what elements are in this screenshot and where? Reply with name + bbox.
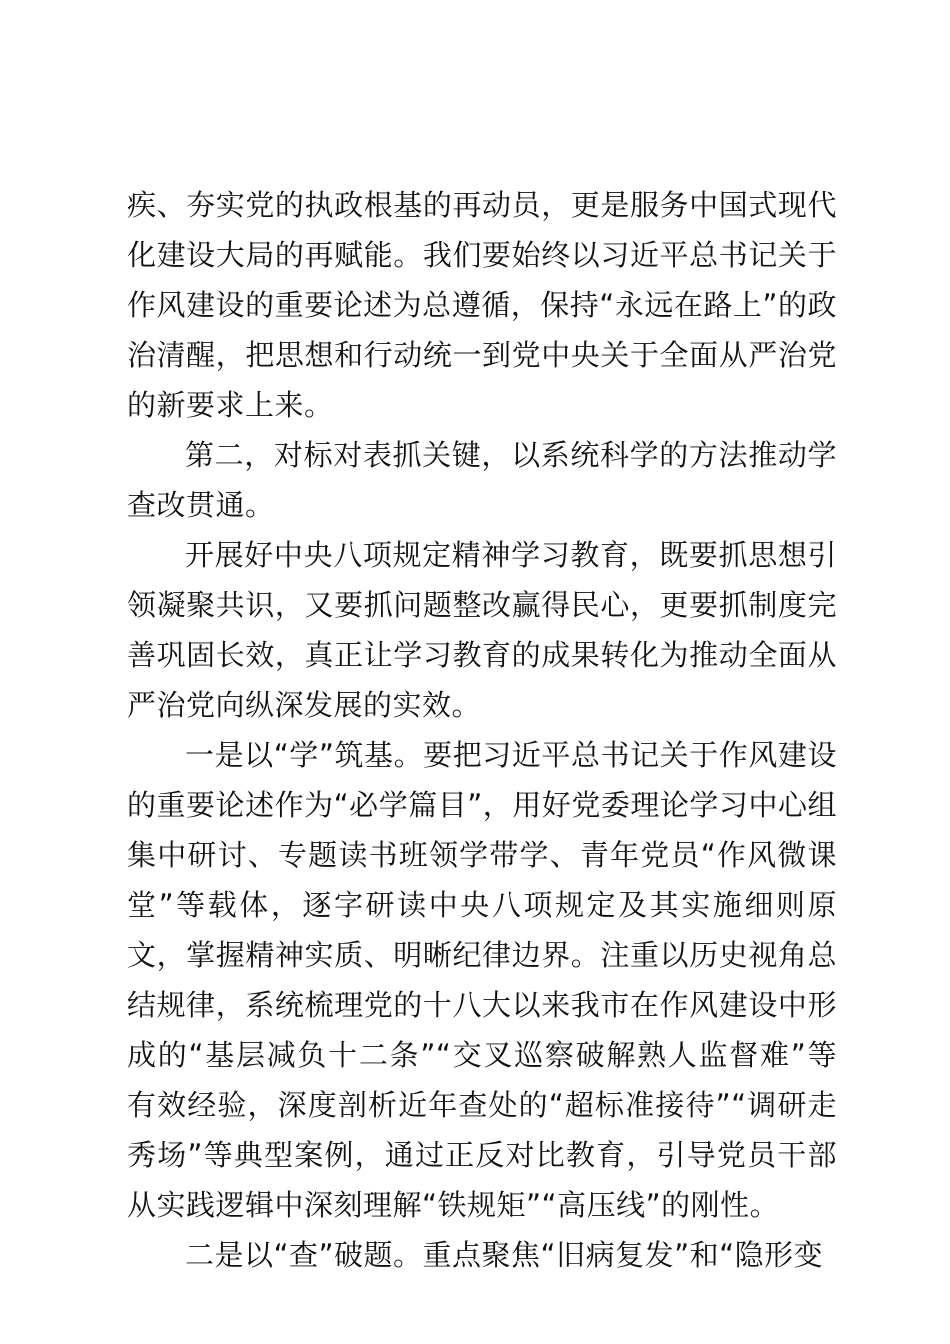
paragraph-intro: 开展好中央八项规定精神学习教育，既要抓思想引领凝聚共识，又要抓问题整改赢得民心，更要抓制度完善巩固长效，真正让学习教育的成果转化为推动全面从严治党向纵深发展的实效。 xyxy=(127,538,837,722)
document-body xyxy=(127,180,837,1280)
paragraph-continuation: 疾、夯实党的执政根基的再动员，更是服务中国式现代化建设大局的再赋能。我们要始终以习近平总书记关于作风建设的重要论述为总遵循，保持“永远在路上”的政治清醒，把思想和行动统一到党中央关于全面从严治党的新要求上来。 xyxy=(127,188,837,422)
paragraph-inspect: 二是以“查”破题。重点聚焦“旧病复发”和“隐形变 xyxy=(185,1238,824,1272)
paragraph-study: 一是以“学”筑基。要把习近平总书记关于作风建设的重要论述作为“必学篇目”，用好党委理论学习中心组集中研讨、专题读书班领学带学、青年党员“作风微课堂”等载体，逐字研读中央八项规定及其实施细则原文，掌握精神实质、明晰纪律边界。注重以历史视角总结规律，系统梳理党的十八大以来我市在作风建设中形成的“基层减负十二条”“交叉巡察破解熟人监督难”等有效经验，深度剖析近年查处的“超标准接待”“调研走秀场”等典型案例，通过正反对比教育，引导党员干部从实践逻辑中深刻理解“铁规矩”“高压线”的刚性。 xyxy=(127,738,837,1222)
paragraph-section-heading: 第二，对标对表抓关键，以系统科学的方法推动学查改贯通。 xyxy=(127,438,837,522)
